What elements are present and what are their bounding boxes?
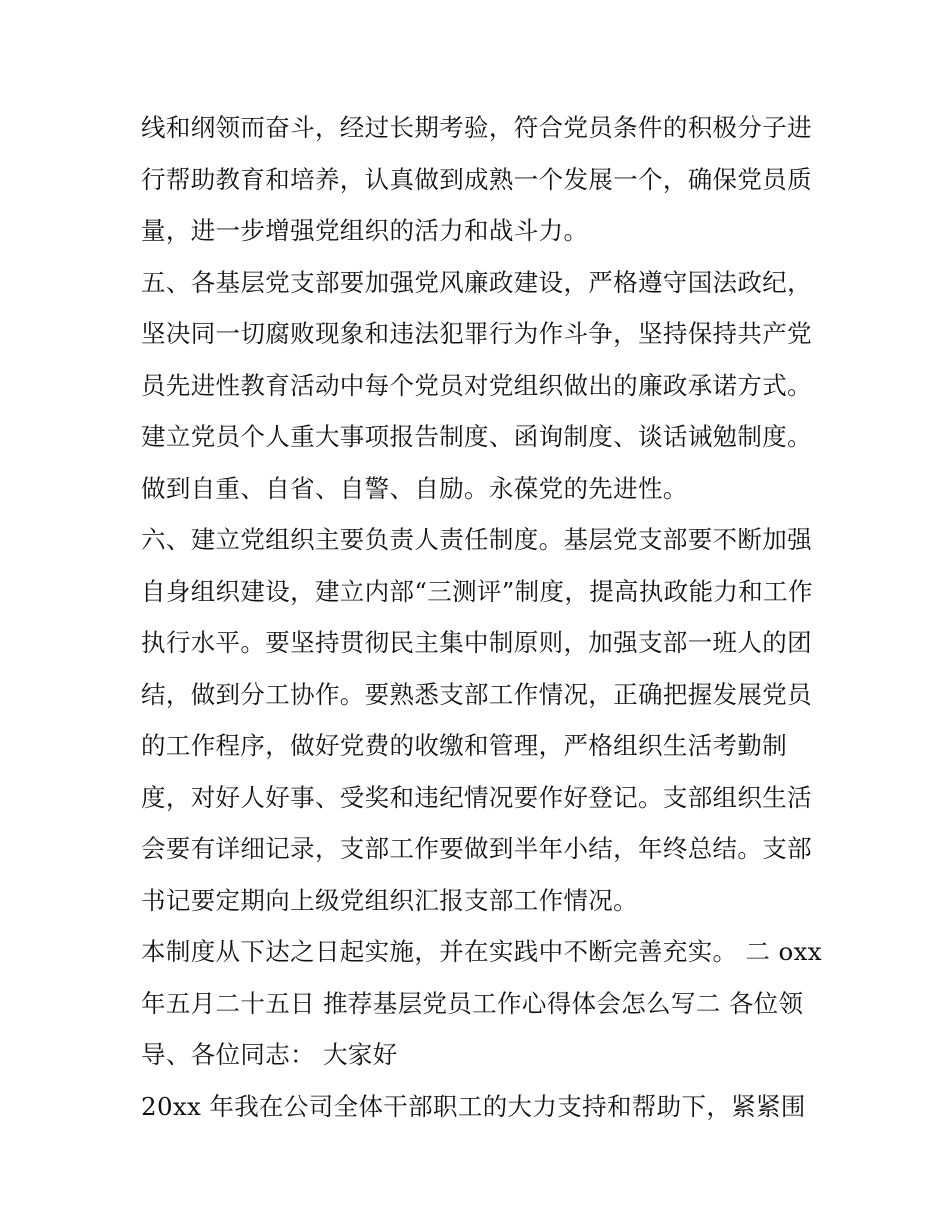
text-line: 的工作程序，做好党费的收缴和管理，严格组织生活考勤制 bbox=[141, 731, 788, 760]
text-line: 自身组织建设，建立内部“三测评”制度，提高执政能力和工作 bbox=[141, 576, 813, 606]
text-line: 导、各位同志： 大家好 bbox=[141, 1040, 398, 1069]
text-line: 量，进一步增强党组织的活力和战斗力。 bbox=[141, 216, 589, 245]
text-line: 书记要定期向上级党组织汇报支部工作情况。 bbox=[141, 885, 638, 915]
text-line: 五、各基层党支部要加强党风廉政建设，严格遵守国法政纪， bbox=[141, 267, 812, 297]
text-line: 度，对好人好事、受奖和违纪情况要作好登记。支部组织生活 bbox=[141, 782, 812, 812]
text-line: 本制度从下达之日起实施，并在实践中不断完善充实。 二 oxx bbox=[141, 937, 822, 966]
text-line: 会要有详细记录，支部工作要做到半年小结，年终总结。支部 bbox=[141, 834, 812, 863]
text-line: 执行水平。要坚持贯彻民主集中制原则，加强支部一班人的团 bbox=[141, 628, 812, 657]
text-line: 员先进性教育活动中每个党员对党组织做出的廉政承诺方式。 bbox=[141, 370, 812, 400]
text-line: 年五月二十五日 推荐基层党员工作心得体会怎么写二 各位领 bbox=[141, 988, 804, 1018]
text-line: 线和纲领而奋斗，经过长期考验，符合党员条件的积极分子进 bbox=[141, 113, 812, 142]
text-line: 六、建立党组织主要负责人责任制度。基层党支部要不断加强 bbox=[141, 525, 812, 554]
text-line: 行帮助教育和培养，认真做到成熟一个发展一个，确保党员质 bbox=[141, 164, 812, 194]
text-line: 做到自重、自省、自警、自励。永葆党的先进性。 bbox=[141, 473, 688, 503]
body-text bbox=[141, 102, 821, 1132]
text-line: 结，做到分工协作。要熟悉支部工作情况，正确把握发展党员 bbox=[141, 679, 812, 709]
text-line: 坚决同一切腐败现象和违法犯罪行为作斗争，坚持保持共产党 bbox=[141, 319, 812, 348]
text-line: 20xx 年我在公司全体干部职工的大力支持和帮助下，紧紧围 bbox=[141, 1091, 806, 1121]
text-line: 建立党员个人重大事项报告制度、函询制度、谈话诫勉制度。 bbox=[141, 422, 812, 451]
